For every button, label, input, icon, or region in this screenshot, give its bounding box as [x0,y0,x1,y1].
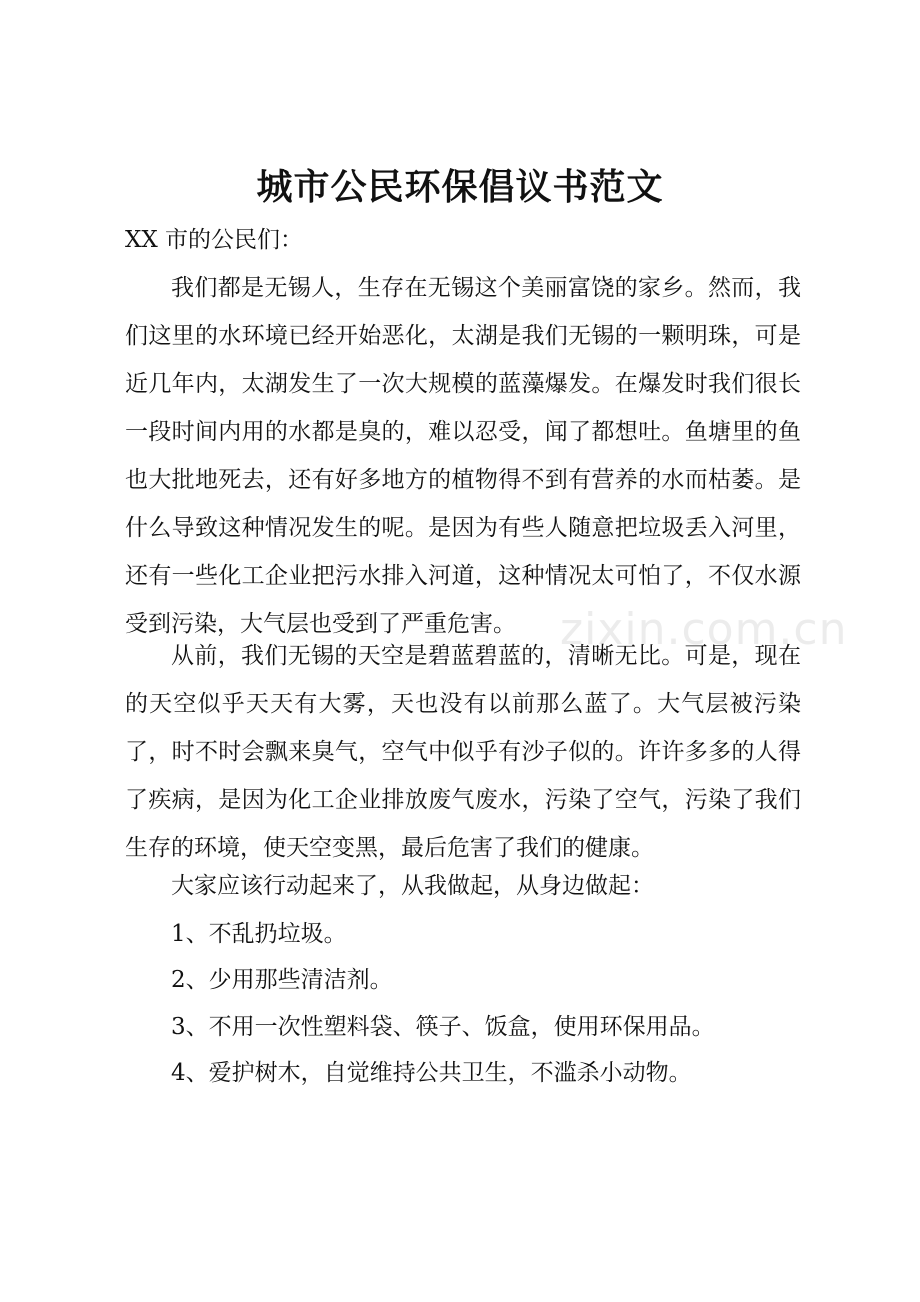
paragraph-1: 我们都是无锡人，生存在无锡这个美丽富饶的家乡。然而，我们这里的水环境已经开始恶化，太湖是我们无锡的一颗明珠，可是近几年内，太湖发生了一次大规模的蓝藻爆发。在爆发时我们很长一段时间内用的水都是臭的，难以忍受，闻了都想吐。鱼塘里的鱼也大批地死去，还有好多地方的植物得不到有营养的水而枯萎。是什么导致这种情况发生的呢。是因为有些人随意把垃圾丢入河里，还有一些化工企业把污水排入河道，这种情况太可怕了，不仅水源受到污染，大气层也受到了严重危害。 [125,275,801,637]
list-item-4: 4、爱护树木，自觉维持公共卫生，不滥杀小动物。 [171,1060,692,1086]
list-item-2: 2、少用那些清洁剂。 [171,967,393,993]
list-item-3: 3、不用一次性塑料袋、筷子、饭盒，使用环保用品。 [171,1014,715,1040]
document-title: 城市公民环保倡议书范文 [256,166,664,208]
paragraph-2: 从前，我们无锡的天空是碧蓝碧蓝的，清晰无比。可是，现在的天空似乎天天有大雾，天也没有以前那么蓝了。大气层被污染了，时不时会飘来臭气，空气中似乎有沙子似的。许许多多的人得了疾病，是因为化工企业排放废气废水，污染了空气，污染了我们生存的环境，使天空变黑，最后危害了我们的健康。 [125,643,801,861]
salutation: XX 市的公民们： [125,227,304,253]
list-item-1: 1、不乱扔垃圾。 [171,921,347,947]
watermark: zixin.com.cn [560,604,848,655]
paragraph-3: 大家应该行动起来了，从我做起，从身边做起： [171,873,654,899]
